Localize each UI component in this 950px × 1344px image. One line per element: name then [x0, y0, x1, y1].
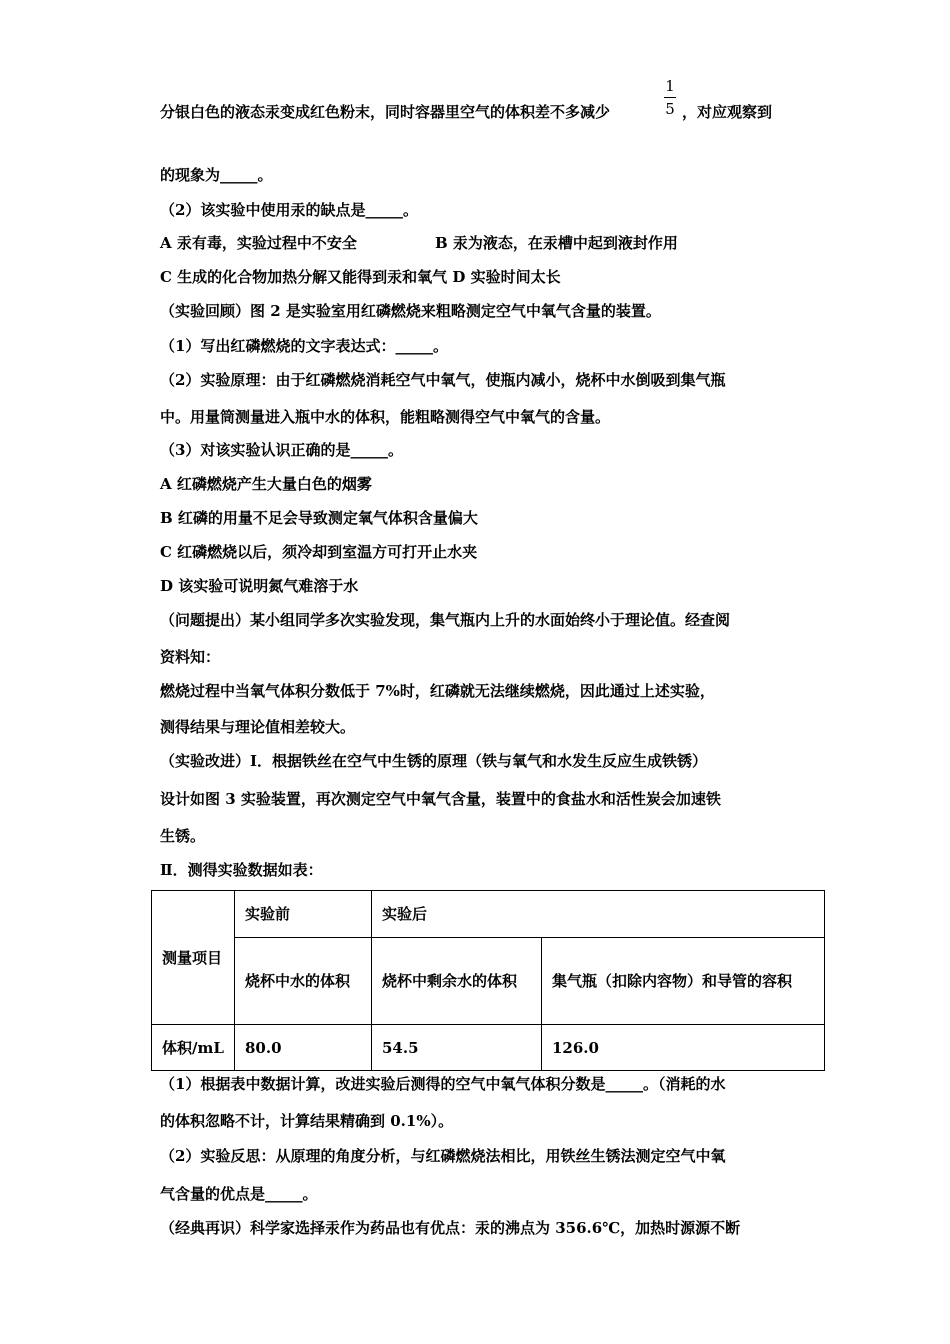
row-label-volume: 体积/mL	[152, 1025, 235, 1071]
fraction-numerator: 1	[665, 77, 675, 95]
col-remaining-water: 烧杯中剩余水的体积	[372, 938, 542, 1025]
section-improvement: （实验改进）Ⅰ．根据铁丝在空气中生锈的原理（铁与氧气和水发生反应生成铁锈）	[160, 752, 708, 770]
text-line: 资料知：	[160, 648, 221, 666]
row-header-measure-item: 测量项目	[152, 891, 235, 1025]
col-beaker-water: 烧杯中水的体积	[235, 938, 372, 1025]
data-table	[151, 890, 825, 1071]
text-line: Ⅱ．测得实验数据如表：	[160, 861, 323, 879]
text-line: 分银白色的液态汞变成红色粉末，同时容器里空气的体积差不多减少	[160, 103, 611, 121]
option-d: D 该实验可说明氮气难溶于水	[160, 577, 359, 595]
option-c-d: C 生成的化合物加热分解又能得到汞和氧气 D 实验时间太长	[160, 268, 561, 286]
text-line: 燃烧过程中当氧气体积分数低于 7%时，红磷就无法继续燃烧，因此通过上述实验，	[160, 682, 715, 700]
option-a: A 红磷燃烧产生大量白色的烟雾	[160, 475, 372, 493]
text-line: 气含量的优点是_____。	[160, 1185, 318, 1203]
table-cell: 126.0	[542, 1025, 825, 1071]
table-cell: 80.0	[235, 1025, 372, 1071]
question-1: （1）写出红磷燃烧的文字表达式：_____。	[160, 337, 448, 355]
fraction-bar	[664, 97, 676, 98]
text-line: 生锈。	[160, 827, 206, 845]
section-problem: （问题提出）某小组同学多次实验发现，集气瓶内上升的水面始终小于理论值。经查阅	[160, 611, 731, 629]
text-line: ，对应观察到	[682, 103, 773, 121]
option-b: B 汞为液态，在汞槽中起到液封作用	[435, 234, 678, 252]
fraction-one-fifth	[664, 77, 676, 118]
text-line: 测得结果与理论值相差较大。	[160, 718, 356, 736]
col-bottle-volume: 集气瓶（扣除内容物）和导管的容积	[542, 938, 825, 1025]
option-b: B 红磷的用量不足会导致测定氧气体积含量偏大	[160, 509, 478, 527]
section-classic: （经典再识）科学家选择汞作为药品也有优点：汞的沸点为 356.6℃，加热时源源不断	[160, 1219, 741, 1237]
question-2: （2）该实验中使用汞的缺点是_____。	[160, 201, 418, 219]
fraction-denominator: 5	[665, 100, 675, 118]
header-after: 实验后	[372, 891, 825, 938]
section-review: （实验回顾）图 2 是实验室用红磷燃烧来粗略测定空气中氧气含量的装置。	[160, 302, 661, 320]
text-line: 设计如图 3 实验装置，再次测定空气中氧气含量，装置中的食盐水和活性炭会加速铁	[160, 790, 721, 808]
text-line: 的现象为_____。	[160, 166, 273, 184]
option-a: A 汞有毒，实验过程中不安全	[160, 234, 357, 252]
question-2: （2）实验反思：从原理的角度分析，与红磷燃烧法相比，用铁丝生锈法测定空气中氧	[160, 1147, 726, 1165]
option-c: C 红磷燃烧以后，须冷却到室温方可打开止水夹	[160, 543, 478, 561]
table-cell: 54.5	[372, 1025, 542, 1071]
question-1: （1）根据表中数据计算，改进实验后测得的空气中氧气体积分数是_____。（消耗的水	[160, 1075, 726, 1093]
text-line: 中。用量筒测量进入瓶中水的体积，能粗略测得空气中氧气的含量。	[160, 408, 611, 426]
question-3: （3）对该实验认识正确的是_____。	[160, 441, 403, 459]
text-line: 的体积忽略不计，计算结果精确到 0.1%）。	[160, 1112, 454, 1130]
text-line: （2）实验原理：由于红磷燃烧消耗空气中氧气，使瓶内减小，烧杯中水倒吸到集气瓶	[160, 371, 726, 389]
header-before: 实验前	[235, 891, 372, 938]
